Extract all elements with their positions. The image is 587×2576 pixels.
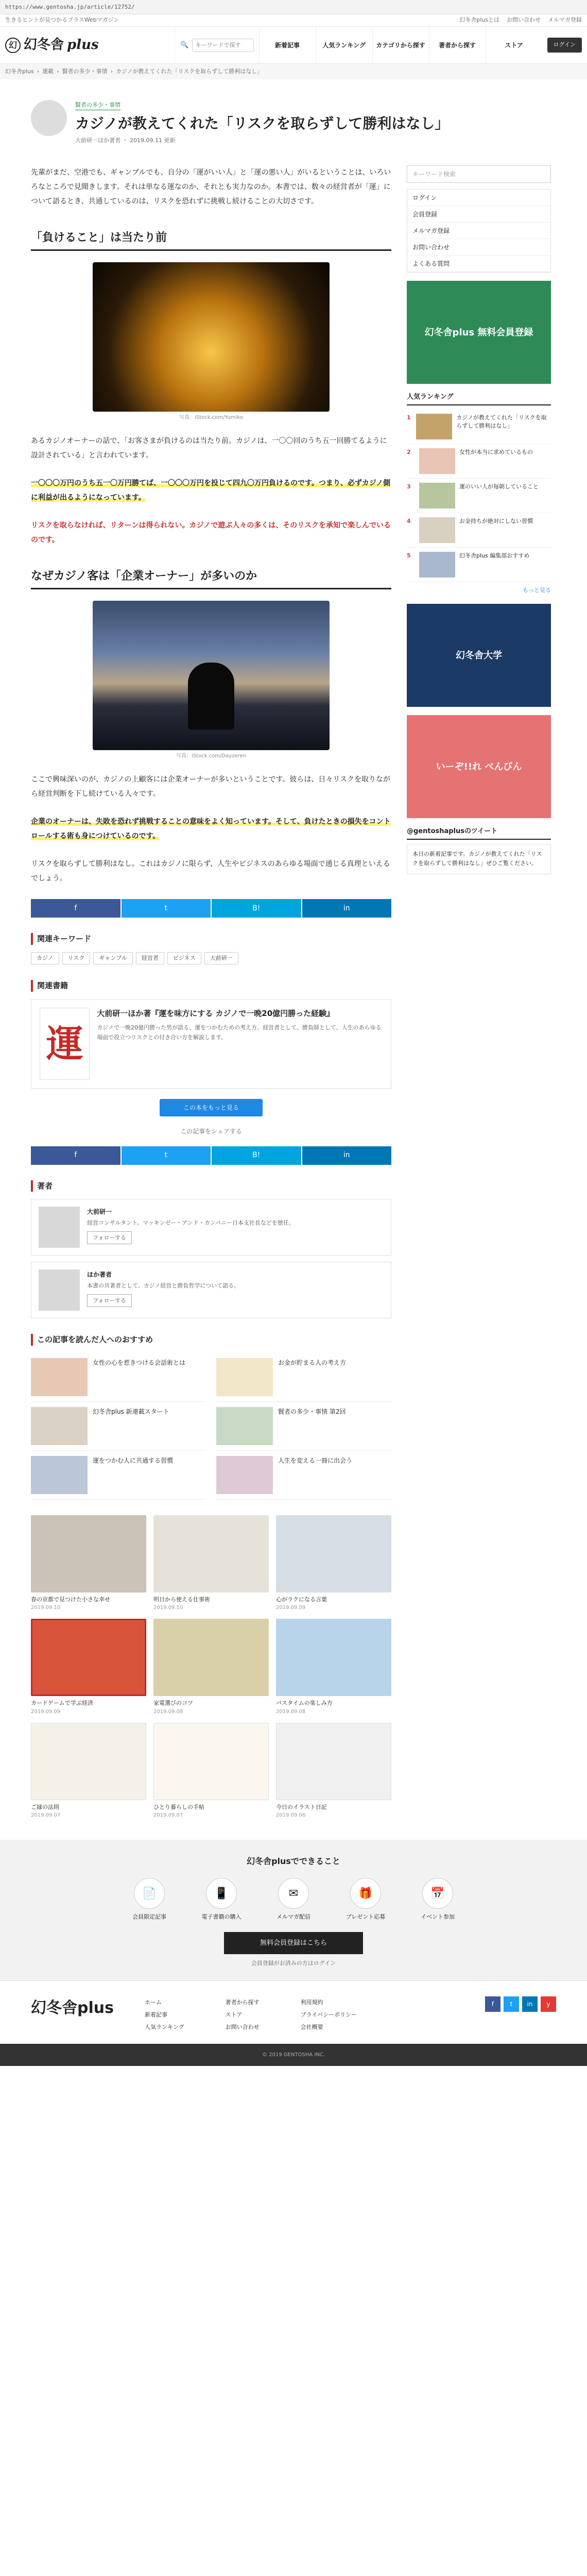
article-paragraph: あるカジノオーナーの話で、「お客さまが負けるのは当たり前。カジノは、一〇〇回のうち五一回勝てるように設計されている」と言われています。	[31, 437, 387, 460]
main-column	[31, 165, 391, 1819]
nav-category[interactable]: カテゴリから探す	[372, 27, 429, 63]
login-note[interactable]: 会員登録がお済みの方はログイン	[251, 1960, 336, 1967]
gift-icon: 🎁	[350, 1878, 381, 1909]
grid-thumb	[276, 1723, 391, 1800]
document-icon: 📄	[134, 1878, 165, 1909]
benefit-item	[118, 1878, 180, 1922]
grid-thumb	[153, 1723, 269, 1800]
related-book[interactable]	[31, 999, 391, 1089]
grid-title: ご縁の法則	[31, 1803, 59, 1810]
article-header: 賢者の多少・事情 カジノが教えてくれた「リスクを取らずして勝利はなし」 大前研一ほか著者 ・ 2019.09.11 更新	[0, 79, 587, 155]
keyword-tag[interactable]: リスク	[62, 952, 91, 965]
recommend-item[interactable]	[216, 1353, 391, 1402]
grid-thumb	[31, 1515, 146, 1592]
ranking-item[interactable]	[407, 444, 551, 479]
sidebar-menu-item[interactable]: よくある質問	[407, 256, 550, 272]
rank-title: 幻冬舎plus 編集部おすすめ	[459, 552, 530, 559]
nav-authors[interactable]: 著者から探す	[429, 27, 486, 63]
benefit-item	[335, 1878, 396, 1922]
grid-card[interactable]	[31, 1723, 146, 1820]
follow-button[interactable]: フォローする	[87, 1294, 132, 1308]
author-photo[interactable]	[39, 1269, 80, 1311]
sidebar-banner[interactable]: 幻冬舎大学	[407, 604, 551, 707]
footer-link[interactable]: 新着記事	[144, 2011, 167, 2018]
top-link-contact[interactable]: お問い合わせ	[507, 16, 541, 24]
rank-number: 4	[407, 517, 411, 524]
article-author[interactable]: 大前研一ほか著者	[75, 137, 120, 144]
rank-title: 女性が本当に求めているもの	[459, 448, 533, 455]
series-tag[interactable]: 賢者の多少・事情	[75, 101, 120, 110]
ranking-item[interactable]	[407, 410, 551, 444]
share-again-label: この記事をシェアする	[180, 1127, 242, 1135]
rank-thumb	[419, 552, 455, 578]
tagline: 生きるヒントが見つかるプラスWebマガジン	[5, 16, 119, 24]
register-button[interactable]: 無料会員登録はこちら	[224, 1932, 363, 1955]
benefit-label: イベント参加	[421, 1913, 455, 1921]
url-bar[interactable]: https://www.gentosha.jp/article/12752/	[0, 0, 587, 14]
recommend-item[interactable]	[31, 1451, 206, 1500]
grid-thumb	[31, 1723, 146, 1800]
grid-card[interactable]	[153, 1723, 269, 1820]
recommend-title-text: 賢者の多少・事情 第2回	[278, 1408, 346, 1415]
recommend-title-text: 人生を変える一冊に出会う	[278, 1456, 353, 1464]
grid-title: 今日のイラスト日記	[276, 1803, 327, 1810]
grid-card[interactable]	[31, 1515, 146, 1612]
author-desc: 経営コンサルタント。マッキンゼー・アンド・カンパニー日本支社長などを歴任。	[87, 1219, 295, 1226]
rank-title: 運のいい人が毎朝していること	[459, 483, 539, 490]
hatena-share-button[interactable]: B!	[212, 899, 301, 918]
recommend-thumb	[31, 1358, 88, 1396]
recommend-title: この記事を読んだ人へのおすすめ	[31, 1334, 391, 1346]
book-title[interactable]: 大前研一ほか著『運を味方にする カジノで一晩20億円勝った経験』	[97, 1008, 335, 1018]
benefit-item	[263, 1878, 324, 1922]
keyword-tag[interactable]: ギャンブル	[93, 952, 133, 965]
breadcrumb-item[interactable]: 連載	[42, 67, 54, 75]
rank-number: 2	[407, 448, 411, 455]
rank-number: 1	[407, 414, 411, 421]
author-card	[31, 1199, 391, 1256]
footer-link[interactable]: ホーム	[144, 1998, 162, 2006]
article-grid	[31, 1515, 391, 1820]
author-desc: 本書の共著者として、カジノ経営と勝負哲学について語る。	[87, 1282, 240, 1289]
grid-date: 2019.09.10	[31, 1605, 61, 1611]
figure-caption: 写真：iStock.com/Yumiko	[179, 415, 243, 421]
article-title: カジノが教えてくれた「リスクを取らずして勝利はなし」	[75, 114, 450, 132]
grid-title: ひとり暮らしの手帖	[153, 1803, 204, 1810]
recommend-columns	[31, 1353, 391, 1500]
logo-mark-icon: 幻	[5, 38, 21, 53]
grid-title: カードゲームで学ぶ経済	[31, 1700, 93, 1707]
figure-night	[93, 601, 330, 760]
share-bar	[31, 899, 391, 918]
grid-card[interactable]	[31, 1619, 146, 1716]
sidebar-menu	[407, 189, 551, 273]
rank-thumb	[416, 414, 452, 439]
recommend-title-text: 女性の心を惹きつける会話術とは	[93, 1359, 186, 1366]
rank-title: カジノが教えてくれた「リスクを取らずして勝利はなし」	[456, 414, 547, 430]
benefit-label: プレゼント応募	[346, 1913, 386, 1921]
rank-thumb	[419, 517, 455, 543]
header-search-input[interactable]	[192, 39, 254, 52]
facebook-share-button[interactable]: f	[31, 899, 120, 918]
benefits-list	[0, 1878, 587, 1922]
grid-date: 2019.09.08	[276, 1708, 306, 1715]
recommend-title-text: 運をつかむ人に共通する習慣	[93, 1456, 174, 1464]
recommend-item[interactable]	[216, 1451, 391, 1500]
ranking-more-link[interactable]: もっと見る	[523, 586, 551, 594]
more-books-button[interactable]: この本をもっと見る	[160, 1099, 263, 1116]
breadcrumb: 幻冬舎plus › 連載 › 賢者の多少・事情 › カジノが教えてくれた「リスクを取らずして勝利はなし」	[0, 64, 587, 79]
recommend-thumb	[31, 1407, 88, 1445]
grid-title: 心がラクになる言葉	[276, 1596, 327, 1603]
keyword-tag[interactable]: 経営者	[136, 952, 164, 965]
top-link-about[interactable]: 幻冬舎plusとは	[459, 16, 499, 24]
site-logo[interactable]	[5, 35, 99, 55]
footer-logo[interactable]: 幻冬舎plus	[31, 1998, 114, 2017]
recommend-title-text: 幻冬舎plus 新連載スタート	[93, 1408, 169, 1415]
grid-card[interactable]	[276, 1619, 391, 1716]
sidebar-menu-item[interactable]: ログイン	[407, 190, 550, 206]
author-avatar[interactable]	[31, 100, 67, 136]
footer-link[interactable]: 利用規約	[300, 1998, 323, 2006]
night-city-image	[93, 601, 330, 750]
article-emphasis: リスクを取らなければ、リターンは得られない。カジノで遊ぶ人々の多くは、そのリスクを承知で楽しんでいるのです。	[31, 521, 391, 545]
article-paragraph: リスクを取らずして勝利はなし。これはカジノに限らず、人生やビジネスのあらゆる場面で通じる真理といえるでしょう。	[31, 860, 390, 883]
article-date: 2019.09.11 更新	[130, 137, 176, 144]
section-heading: なぜカジノ客は「企業オーナー」が多いのか	[31, 568, 391, 589]
rank-thumb	[419, 483, 455, 509]
article-body	[31, 165, 391, 886]
article-highlight: 一〇〇〇万円のうち五一〇万円勝てば、一〇〇〇万円を投じて四九〇万円負けるのです。つまり、必ずカジノ側に利益が出るようになっています。	[31, 479, 391, 502]
benefit-label: メルマガ配信	[277, 1913, 310, 1921]
recommend-thumb	[216, 1407, 273, 1445]
section-heading: 「負けること」は当たり前	[31, 229, 391, 251]
tweet-title: @gentoshaplusのツイート	[407, 826, 551, 840]
search-icon[interactable]: 🔍	[180, 41, 189, 49]
figure-caption: 写真：iStock.com/Dayzeren	[176, 753, 246, 759]
sidebar-search[interactable]	[407, 165, 551, 183]
ranking-item[interactable]	[407, 479, 551, 513]
grid-thumb	[276, 1619, 391, 1696]
book-description: カジノで一晩20億円勝った男が語る、運をつかむための考え方。経営者として、勝負師として、人生のあらゆる場面で役立つリスクとの付き合い方を解説します。	[97, 1024, 382, 1041]
logo-text: 幻冬舎	[24, 37, 64, 53]
site-footer	[0, 1980, 587, 2044]
linkedin-icon[interactable]: in	[522, 1996, 538, 2012]
sidebar-menu-item[interactable]: 会員登録	[407, 206, 550, 223]
grid-date: 2019.09.07	[153, 1812, 183, 1819]
recommend-list	[31, 1353, 206, 1500]
author-card	[31, 1262, 391, 1318]
grid-card[interactable]	[153, 1515, 269, 1612]
share-bar-bottom	[31, 1146, 391, 1165]
article-intro: 先輩がまだ、空港でも、ギャンブルでも、自分の「運がいい人」と「運の悪い人」がいるということは、いろいろなところで見聞きします。それは単なる運なのか、それとも実力なのか。本書では、数々の経営者が「運」について語るとき、共通しているのは、リスクを恐れずに挑戦し続けることの大切さです。	[31, 168, 391, 206]
main-nav	[175, 27, 582, 63]
recommend-title-text: お金が貯まる人の考え方	[278, 1359, 347, 1366]
benefit-label: 電子書籍の購入	[201, 1913, 241, 1921]
breadcrumb-item[interactable]: 幻冬舎plus	[5, 67, 34, 75]
sidebar-menu-item[interactable]: メルマガ登録	[407, 223, 550, 239]
benefit-item	[191, 1878, 252, 1922]
grid-thumb	[153, 1515, 269, 1592]
site-header	[0, 27, 587, 64]
twitter-share-button[interactable]: t	[122, 1146, 211, 1165]
top-strip	[0, 14, 587, 27]
hatena-share-button[interactable]: B!	[212, 1146, 301, 1165]
recommend-list	[216, 1353, 391, 1500]
rank-number: 5	[407, 552, 411, 559]
article-highlight: 企業のオーナーは、失敗を恐れず挑戦することの意味をよく知っています。そして、負けたときの損失をコントロールする術も身につけているのです。	[31, 818, 391, 841]
benefit-item	[407, 1878, 469, 1922]
grid-thumb	[276, 1515, 391, 1592]
grid-card[interactable]	[153, 1619, 269, 1716]
author-photo[interactable]	[39, 1207, 80, 1248]
footer-links	[145, 1996, 357, 2034]
grid-date: 2019.09.08	[153, 1708, 183, 1715]
keyword-tag[interactable]: ビジネス	[167, 952, 201, 965]
rank-number: 3	[407, 483, 411, 490]
recommend-thumb	[31, 1456, 88, 1494]
recommend-item[interactable]	[216, 1402, 391, 1451]
logo-plus: plus	[67, 37, 99, 53]
twitter-icon[interactable]: t	[504, 1996, 519, 2012]
person-silhouette	[188, 663, 234, 730]
grid-date: 2019.09.06	[276, 1812, 306, 1819]
ranking-item[interactable]	[407, 513, 551, 548]
grid-title: 家電選びのコツ	[153, 1700, 193, 1707]
linkedin-share-button[interactable]: in	[302, 1146, 392, 1165]
author-name[interactable]: ほか著者	[87, 1271, 112, 1279]
footer-link[interactable]: ストア	[225, 2011, 243, 2018]
sidebar-banner[interactable]: いーぞ!!れ べんびん	[407, 715, 551, 818]
keyword-tag[interactable]: カジノ	[31, 952, 59, 965]
facebook-share-button[interactable]: f	[31, 1146, 120, 1165]
breadcrumb-item: カジノが教えてくれた「リスクを取らずして勝利はなし」	[115, 67, 263, 75]
follow-button[interactable]: フォローする	[87, 1231, 132, 1245]
related-title: 関連書籍	[31, 980, 391, 992]
grid-thumb	[31, 1619, 146, 1696]
grid-card[interactable]	[276, 1723, 391, 1820]
sidebar-banner[interactable]: 幻冬舎plus 無料会員登録	[407, 281, 551, 384]
linkedin-share-button[interactable]: in	[302, 899, 392, 918]
benefit-label: 会員限定記事	[132, 1913, 166, 1921]
grid-title: バスタイムの楽しみ方	[276, 1700, 333, 1707]
author-name[interactable]: 大前研一	[87, 1208, 112, 1216]
keyword-list	[31, 952, 391, 965]
grid-thumb	[153, 1619, 269, 1696]
rank-thumb	[419, 448, 455, 474]
header-search	[175, 27, 258, 63]
authors-title: 著者	[31, 1180, 391, 1192]
grid-date: 2019.09.09	[31, 1708, 61, 1715]
copyright: © 2019 GENTOSHA INC.	[0, 2044, 587, 2066]
footer-link[interactable]: 著者から探す	[225, 1998, 260, 2006]
ranking-title: 人気ランキング	[407, 392, 551, 405]
ranking-item[interactable]	[407, 548, 551, 582]
article-paragraph: ここで興味深いのが、カジノの上顧客には企業オーナーが多いということです。彼らは、日々リスクを取りながら経営判断を下し続けている人々です。	[31, 775, 391, 799]
grid-card[interactable]	[276, 1515, 391, 1612]
twitter-share-button[interactable]: t	[122, 899, 211, 918]
breadcrumb-item[interactable]: 賢者の多少・事情	[62, 67, 108, 75]
recommend-thumb	[216, 1456, 273, 1494]
facebook-icon[interactable]: f	[485, 1996, 500, 2012]
grid-title: 春の京都で見つけた小さな幸せ	[31, 1596, 110, 1603]
keywords-title: 関連キーワード	[31, 933, 391, 945]
tweet-text: 本日の新着記事です。カジノが教えてくれた「リスクを取らずして勝利はなし」ぜひご覧ください。	[412, 850, 542, 867]
top-link-newsletter[interactable]: メルマガ登録	[548, 16, 582, 24]
benefits-section	[0, 1840, 587, 1980]
grid-title: 明日から使える仕事術	[153, 1596, 210, 1603]
keyword-tag[interactable]: 大前研一	[204, 952, 238, 965]
mail-icon: ✉	[278, 1878, 309, 1909]
footer-link[interactable]: 会社概要	[300, 2024, 323, 2031]
calendar-icon: 📅	[422, 1878, 453, 1909]
youtube-icon[interactable]: y	[541, 1996, 556, 2012]
nav-new[interactable]: 新着記事	[259, 27, 316, 63]
nav-ranking[interactable]: 人気ランキング	[316, 27, 372, 63]
footer-link[interactable]: プライバシーポリシー	[300, 2011, 357, 2018]
grid-date: 2019.09.10	[153, 1605, 183, 1611]
nav-store[interactable]: ストア	[486, 27, 542, 63]
sidebar	[407, 165, 551, 1819]
footer-sns	[485, 1996, 556, 2034]
benefits-title: 幻冬舎plusでできること	[247, 1856, 340, 1867]
gold-coins-image	[93, 262, 330, 412]
recommend-item[interactable]	[31, 1353, 206, 1402]
grid-date: 2019.09.09	[276, 1605, 306, 1611]
sidebar-search-label: キーワード検索	[412, 171, 456, 178]
grid-date: 2019.09.07	[31, 1812, 61, 1819]
phone-icon: 📱	[206, 1878, 237, 1909]
book-cover[interactable]: 運	[40, 1008, 90, 1080]
recommend-thumb	[216, 1358, 273, 1396]
login-button[interactable]: ログイン	[547, 38, 582, 53]
content-wrap	[0, 155, 587, 1819]
recommend-item[interactable]	[31, 1402, 206, 1451]
footer-link[interactable]: お問い合わせ	[225, 2024, 260, 2031]
footer-link[interactable]: 人気ランキング	[144, 2024, 184, 2031]
tweet-box[interactable]	[407, 844, 551, 874]
rank-title: お金持ちが絶対にしない習慣	[459, 517, 533, 524]
figure-gold	[93, 262, 330, 421]
sidebar-menu-item[interactable]: お問い合わせ	[407, 239, 550, 256]
